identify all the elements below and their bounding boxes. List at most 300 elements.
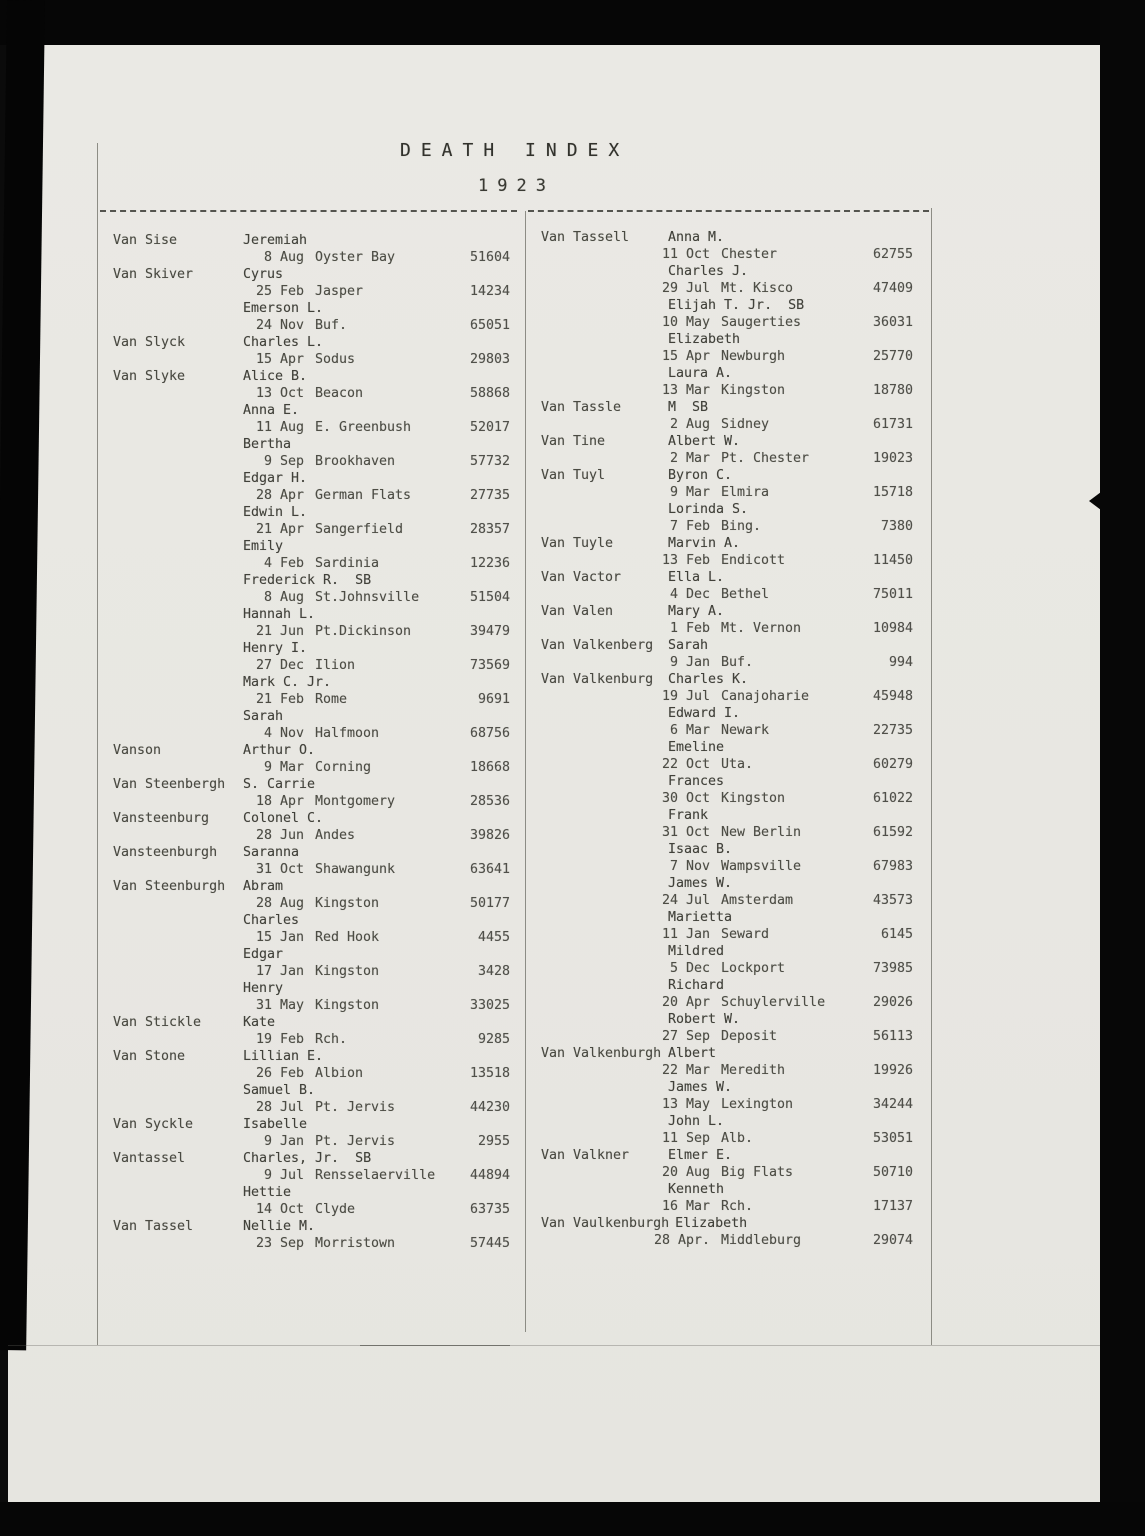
record-certificate-number: 67983	[872, 859, 913, 874]
record-name-line	[113, 1116, 510, 1133]
index-record	[113, 436, 510, 470]
record-death-place: Chester	[721, 247, 778, 262]
record-surname: Van Sise	[113, 233, 178, 248]
index-record	[541, 671, 913, 705]
record-name-line	[113, 1218, 510, 1235]
record-detail-line	[113, 1235, 510, 1252]
index-record	[113, 844, 510, 878]
record-death-date: 7 Nov	[669, 859, 710, 874]
record-death-place: Rensselaerville	[315, 1168, 436, 1183]
record-death-date: 21 Jun	[255, 624, 304, 639]
record-name-line	[113, 606, 510, 623]
record-detail-line	[541, 892, 913, 909]
record-name-line	[541, 399, 913, 416]
index-record	[113, 1218, 510, 1252]
record-death-date: 31 Oct	[255, 862, 304, 877]
record-given-name: Albert W.	[668, 434, 741, 449]
record-death-place: Brookhaven	[315, 454, 396, 469]
record-surname	[541, 739, 668, 756]
record-name-line	[113, 640, 510, 657]
index-record	[541, 1215, 913, 1249]
record-certificate-number: 34244	[872, 1097, 913, 1112]
record-death-date: 9 Jan	[669, 655, 710, 670]
record-death-date: 5 Dec	[669, 961, 710, 976]
record-detail-line	[113, 1099, 510, 1116]
index-record	[541, 467, 913, 501]
record-detail-line	[541, 620, 913, 637]
index-record	[113, 640, 510, 674]
film-border-bottom	[0, 1502, 1145, 1536]
record-certificate-number: 51604	[469, 250, 510, 265]
index-record	[541, 977, 913, 1011]
table-header-dashed-rule-right	[528, 210, 929, 212]
record-detail-line	[541, 824, 913, 841]
record-name-line	[541, 1113, 913, 1130]
record-death-place: Montgomery	[315, 794, 396, 809]
record-name-line	[541, 535, 913, 552]
record-given-name: Charles, Jr. SB	[243, 1151, 372, 1166]
record-certificate-number: 28357	[469, 522, 510, 537]
index-record	[113, 810, 510, 844]
record-death-date: 2 Mar	[669, 451, 710, 466]
record-name-line	[541, 365, 913, 382]
record-detail-line	[113, 1167, 510, 1184]
index-record	[113, 1048, 510, 1082]
record-death-date: 11 Jan	[661, 927, 710, 942]
record-detail-line	[541, 1130, 913, 1147]
record-certificate-number: 44230	[469, 1100, 510, 1115]
record-detail-line	[113, 861, 510, 878]
record-detail-line	[113, 453, 510, 470]
record-death-place: Sardinia	[315, 556, 380, 571]
record-name-line	[113, 844, 510, 861]
record-death-date: 15 Jan	[255, 930, 304, 945]
record-death-date: 4 Feb	[263, 556, 304, 571]
record-detail-line	[541, 858, 913, 875]
record-death-place: Meredith	[721, 1063, 786, 1078]
index-record	[541, 603, 913, 637]
record-detail-line	[541, 280, 913, 297]
record-given-name: John L.	[668, 1114, 725, 1129]
record-detail-line	[113, 419, 510, 436]
record-certificate-number: 58868	[469, 386, 510, 401]
record-name-line	[541, 433, 913, 450]
index-record	[541, 569, 913, 603]
record-name-line	[541, 1079, 913, 1096]
record-certificate-number: 33025	[469, 998, 510, 1013]
record-death-date: 21 Feb	[255, 692, 304, 707]
index-record	[541, 535, 913, 569]
record-death-date: 13 Feb	[661, 553, 710, 568]
record-death-place: Newark	[721, 723, 770, 738]
record-given-name: Cyrus	[243, 267, 284, 282]
record-death-place: Big Flats	[721, 1165, 794, 1180]
record-name-line	[541, 909, 913, 926]
record-death-place: Albion	[315, 1066, 364, 1081]
index-record	[541, 433, 913, 467]
record-surname	[113, 674, 243, 691]
record-detail-line	[541, 926, 913, 943]
record-surname	[113, 912, 243, 929]
record-death-place: Kingston	[315, 964, 380, 979]
record-name-line	[541, 331, 913, 348]
record-certificate-number: 39479	[469, 624, 510, 639]
record-given-name: Edgar H.	[243, 471, 308, 486]
record-surname: Van Slyck	[113, 335, 186, 350]
record-surname	[541, 1113, 668, 1130]
record-given-name: S. Carrie	[243, 777, 316, 792]
record-death-place: Mt. Kisco	[721, 281, 794, 296]
record-death-place: Pt. Jervis	[315, 1100, 396, 1115]
table-header-dashed-rule-left	[100, 210, 517, 212]
record-detail-line	[113, 759, 510, 776]
index-record	[113, 708, 510, 742]
record-certificate-number: 9285	[477, 1032, 510, 1047]
record-certificate-number: 18668	[469, 760, 510, 775]
record-detail-line	[541, 1198, 913, 1215]
record-given-name: Frances	[668, 774, 725, 789]
record-name-line	[113, 980, 510, 997]
record-name-line	[541, 705, 913, 722]
record-death-place: Uta.	[721, 757, 754, 772]
record-surname	[541, 807, 668, 824]
record-name-line	[541, 977, 913, 994]
record-given-name: Edgar	[243, 947, 284, 962]
record-surname	[113, 300, 243, 317]
record-given-name: Hettie	[243, 1185, 292, 1200]
index-record	[113, 1150, 510, 1184]
record-detail-line	[541, 994, 913, 1011]
index-record	[541, 909, 913, 943]
record-death-place: Andes	[315, 828, 356, 843]
index-record	[541, 1181, 913, 1215]
record-surname: Van Valkenburgh	[541, 1046, 662, 1061]
record-detail-line	[113, 623, 510, 640]
record-certificate-number: 62755	[872, 247, 913, 262]
record-death-place: Rch.	[315, 1032, 348, 1047]
record-given-name: Emeline	[668, 740, 725, 755]
record-death-place: Elmira	[721, 485, 770, 500]
record-death-date: 30 Oct	[661, 791, 710, 806]
record-given-name: Mildred	[668, 944, 725, 959]
record-given-name: Isabelle	[243, 1117, 308, 1132]
record-given-name: Bertha	[243, 437, 292, 452]
record-death-place: E. Greenbush	[315, 420, 412, 435]
index-record	[541, 875, 913, 909]
record-certificate-number: 15718	[872, 485, 913, 500]
record-given-name: Mark C. Jr.	[243, 675, 332, 690]
index-record	[113, 912, 510, 946]
record-surname	[113, 640, 243, 657]
record-detail-line	[541, 586, 913, 603]
record-death-date: 4 Nov	[263, 726, 304, 741]
index-record	[541, 807, 913, 841]
index-record	[541, 399, 913, 433]
film-border-notch	[1089, 492, 1101, 510]
index-record	[541, 1147, 913, 1181]
record-death-date: 22 Oct	[661, 757, 710, 772]
record-given-name: Laura A.	[668, 366, 733, 381]
film-border-right	[1100, 0, 1145, 1536]
record-certificate-number: 11450	[872, 553, 913, 568]
record-certificate-number: 3428	[477, 964, 510, 979]
record-detail-line	[541, 314, 913, 331]
record-name-line	[541, 1011, 913, 1028]
record-name-line	[113, 878, 510, 895]
index-record	[541, 943, 913, 977]
record-detail-line	[541, 416, 913, 433]
record-certificate-number: 52017	[469, 420, 510, 435]
record-surname: Van Steenburgh	[113, 879, 226, 894]
record-given-name: Emily	[243, 539, 284, 554]
record-death-date: 20 Apr	[661, 995, 710, 1010]
record-detail-line	[113, 1031, 510, 1048]
record-detail-line	[541, 552, 913, 569]
record-name-line	[541, 841, 913, 858]
record-name-line	[541, 603, 913, 620]
record-certificate-number: 61731	[872, 417, 913, 432]
record-detail-line	[113, 997, 510, 1014]
record-death-place: Kingston	[315, 998, 380, 1013]
record-detail-line	[113, 249, 510, 266]
index-record	[541, 637, 913, 671]
record-given-name: M SB	[668, 400, 709, 415]
index-record	[541, 705, 913, 739]
record-name-line	[541, 263, 913, 280]
record-detail-line	[113, 929, 510, 946]
record-name-line	[113, 1014, 510, 1031]
record-given-name: Colonel C.	[243, 811, 324, 826]
record-death-place: Mt. Vernon	[721, 621, 802, 636]
record-death-date: 27 Dec	[255, 658, 304, 673]
record-certificate-number: 63735	[469, 1202, 510, 1217]
index-record	[113, 946, 510, 980]
record-detail-line	[113, 1201, 510, 1218]
record-death-date: 24 Nov	[255, 318, 304, 333]
record-name-line	[541, 297, 913, 314]
table-right-rule	[931, 208, 932, 1345]
record-detail-line	[541, 348, 913, 365]
record-name-line	[113, 572, 510, 589]
index-record	[541, 1079, 913, 1113]
record-given-name: Jeremiah	[243, 233, 308, 248]
record-detail-line	[541, 1232, 913, 1249]
record-given-name: Byron C.	[668, 468, 733, 483]
index-record	[541, 501, 913, 535]
record-surname	[113, 708, 243, 725]
record-surname: Van Skiver	[113, 267, 194, 282]
record-surname	[541, 943, 668, 960]
record-certificate-number: 994	[888, 655, 913, 670]
film-border-top	[0, 0, 1145, 45]
index-record	[113, 1116, 510, 1150]
record-death-date: 31 Oct	[661, 825, 710, 840]
record-name-line	[113, 742, 510, 759]
index-record	[113, 878, 510, 912]
record-death-date: 19 Jul	[661, 689, 710, 704]
record-detail-line	[113, 521, 510, 538]
record-death-place: Endicott	[721, 553, 786, 568]
record-name-line	[541, 637, 913, 654]
record-surname: Van Valen	[541, 604, 614, 619]
record-detail-line	[113, 351, 510, 368]
record-name-line	[113, 776, 510, 793]
record-surname: Vansteenburgh	[113, 845, 218, 860]
record-death-place: Morristown	[315, 1236, 396, 1251]
record-certificate-number: 28536	[469, 794, 510, 809]
record-death-place: Canajoharie	[721, 689, 810, 704]
index-record	[541, 1113, 913, 1147]
record-surname: Vantassel	[113, 1151, 186, 1166]
record-given-name: Isaac B.	[668, 842, 733, 857]
record-surname	[541, 1181, 668, 1198]
record-surname	[541, 365, 668, 382]
record-detail-line	[113, 793, 510, 810]
record-detail-line	[113, 589, 510, 606]
record-detail-line	[541, 960, 913, 977]
record-detail-line	[541, 790, 913, 807]
record-name-line	[541, 773, 913, 790]
record-name-line	[113, 1082, 510, 1099]
record-certificate-number: 50177	[469, 896, 510, 911]
index-record	[113, 334, 510, 368]
record-surname: Van Slyke	[113, 369, 186, 384]
record-death-place: Jasper	[315, 284, 364, 299]
record-surname: Van Stickle	[113, 1015, 202, 1030]
record-name-line	[541, 807, 913, 824]
record-detail-line	[541, 654, 913, 671]
record-death-place: Bethel	[721, 587, 770, 602]
record-name-line	[541, 501, 913, 518]
record-death-date: 27 Sep	[661, 1029, 710, 1044]
record-name-line	[113, 402, 510, 419]
record-name-line	[113, 538, 510, 555]
record-detail-line	[113, 827, 510, 844]
record-surname	[541, 841, 668, 858]
record-death-date: 11 Oct	[661, 247, 710, 262]
record-surname	[541, 263, 668, 280]
index-record	[113, 1082, 510, 1116]
record-surname	[541, 1011, 668, 1028]
record-surname	[541, 773, 668, 790]
index-record	[541, 1045, 913, 1079]
record-death-date: 9 Mar	[669, 485, 710, 500]
record-death-place: Rome	[315, 692, 348, 707]
record-surname: Vanson	[113, 743, 162, 758]
record-death-date: 4 Dec	[669, 587, 710, 602]
record-death-date: 8 Aug	[263, 590, 304, 605]
underlying-page-edge-line	[8, 1345, 1100, 1346]
record-given-name: Charles	[243, 913, 300, 928]
index-record	[113, 538, 510, 572]
record-given-name: Edwin L.	[243, 505, 308, 520]
record-given-name: Lillian E.	[243, 1049, 324, 1064]
record-given-name: Anna M.	[668, 230, 725, 245]
record-given-name: James W.	[668, 1080, 733, 1095]
index-record	[541, 297, 913, 331]
record-name-line	[113, 300, 510, 317]
record-death-date: 25 Feb	[255, 284, 304, 299]
record-certificate-number: 53051	[872, 1131, 913, 1146]
record-detail-line	[541, 518, 913, 535]
record-name-line	[541, 1181, 913, 1198]
record-detail-line	[113, 691, 510, 708]
record-certificate-number: 39826	[469, 828, 510, 843]
index-record	[541, 365, 913, 399]
record-name-line	[113, 232, 510, 249]
record-detail-line	[113, 895, 510, 912]
record-death-place: Pt. Chester	[721, 451, 810, 466]
index-record	[113, 776, 510, 810]
index-record	[541, 841, 913, 875]
record-certificate-number: 65051	[469, 318, 510, 333]
record-certificate-number: 73985	[872, 961, 913, 976]
record-death-place: Kingston	[315, 896, 380, 911]
record-given-name: Sarah	[243, 709, 284, 724]
record-surname: Van Tassel	[113, 1219, 194, 1234]
record-death-date: 1 Feb	[669, 621, 710, 636]
record-given-name: Elizabeth	[675, 1216, 748, 1231]
record-name-line	[541, 229, 913, 246]
record-surname: Van Tassle	[541, 400, 622, 415]
column-divider-rule	[525, 211, 526, 1332]
record-death-place: Sidney	[721, 417, 770, 432]
record-death-place: Red Hook	[315, 930, 380, 945]
record-death-date: 23 Sep	[255, 1236, 304, 1251]
index-record	[113, 232, 510, 266]
record-certificate-number: 14234	[469, 284, 510, 299]
record-given-name: Lorinda S.	[668, 502, 749, 517]
record-surname	[113, 1082, 243, 1099]
index-record	[113, 980, 510, 1014]
record-detail-line	[113, 725, 510, 742]
record-death-place: Lockport	[721, 961, 786, 976]
index-record	[541, 229, 913, 263]
record-surname	[113, 538, 243, 555]
record-certificate-number: 63641	[469, 862, 510, 877]
record-surname: Van Tuyl	[541, 468, 606, 483]
record-death-place: Kingston	[721, 383, 786, 398]
record-certificate-number: 19926	[872, 1063, 913, 1078]
record-death-place: Newburgh	[721, 349, 786, 364]
record-death-date: 28 Aug	[255, 896, 304, 911]
record-certificate-number: 75011	[872, 587, 913, 602]
index-record	[113, 504, 510, 538]
record-death-date: 9 Mar	[263, 760, 304, 775]
record-detail-line	[113, 317, 510, 334]
record-detail-line	[113, 1133, 510, 1150]
record-given-name: Henry	[243, 981, 284, 996]
record-certificate-number: 47409	[872, 281, 913, 296]
record-death-place: German Flats	[315, 488, 412, 503]
record-surname	[541, 501, 668, 518]
index-record	[113, 402, 510, 436]
record-death-place: Oyster Bay	[315, 250, 396, 265]
record-given-name: Samuel B.	[243, 1083, 316, 1098]
index-record	[541, 331, 913, 365]
record-death-date: 15 Apr	[255, 352, 304, 367]
record-death-place: Ilion	[315, 658, 356, 673]
table-left-rule	[97, 143, 98, 1345]
record-certificate-number: 44894	[469, 1168, 510, 1183]
record-given-name: Frank	[668, 808, 709, 823]
record-surname: Van Valkenburg	[541, 672, 654, 687]
index-record	[113, 606, 510, 640]
record-death-place: Alb.	[721, 1131, 754, 1146]
index-record	[113, 368, 510, 402]
record-detail-line	[541, 484, 913, 501]
record-surname: Van Steenbergh	[113, 777, 226, 792]
